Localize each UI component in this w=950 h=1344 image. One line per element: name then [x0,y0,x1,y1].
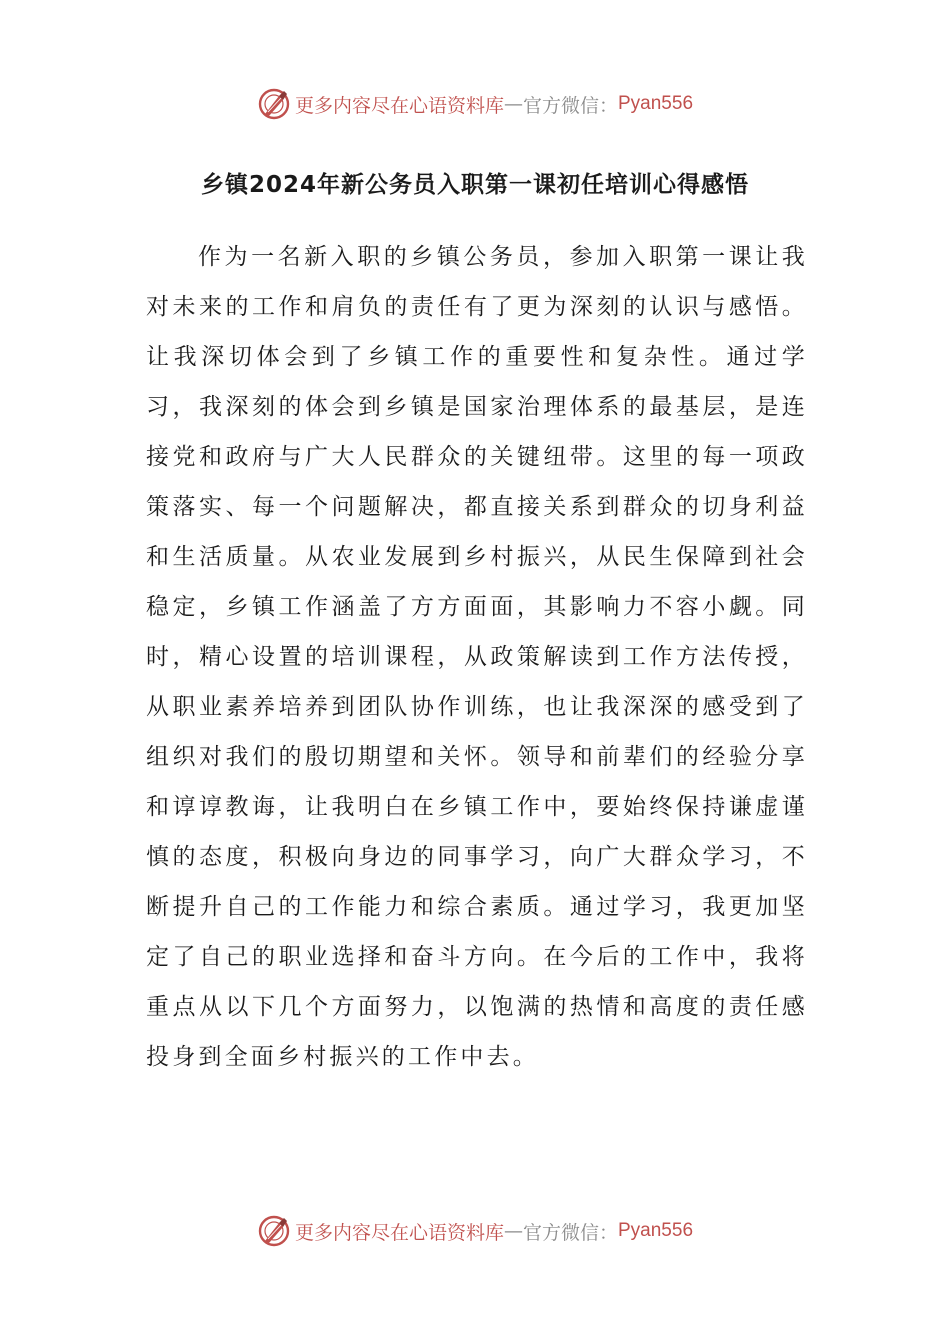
watermark-official-text: 官方微信： [522,1221,618,1244]
watermark-dash: — [503,1220,523,1242]
header-watermark [0,84,950,124]
footer-watermark [0,1211,950,1251]
document-paragraph: 作为一名新入职的乡镇公务员，参加入职第一课让我对未来的工作和肩负的责任有了更为深刻的认识与感悟。让我深切体会到了乡镇工作的重要性和复杂性。通过学习，我深刻的体会到乡镇是国家治理体系的最基层，是连接党和政府与广大人民群众的关键纽带。这里的每一项政策落实、每一个问题解决，都直接关系到群众的切身利益和生活质量。从农业发展到乡村振兴，从民生保障到社会稳定，乡镇工作涵盖了方方面面，其影响力不容小觑。同时，精心设置的培训课程，从政策解读到工作方法传授，从职业素养培养到团队协作训练，也让我深深的感受到了组织对我们的殷切期望和关怀。领导和前辈们的经验分享和谆谆教诲，让我明白在乡镇工作中，要始终保持谦虚谨慎的态度，积极向身边的同事学习，向广大群众学习，不断提升自己的工作能力和综合素质。通过学习，我更加坚定了自己的职业选择和奋斗方向。在今后的工作中，我将重点从以下几个方面努力，以饱满的热情和高度的责任感投身到全面乡村振兴的工作中去。 [146,244,808,1070]
watermark-wechat-id: Pyan556 [618,93,694,114]
watermark-brand-text: 更多内容尽在心语资料库 [294,1221,504,1244]
pen-nib-circle-icon [257,1214,291,1248]
document-title: 乡镇2024年新公务员入职第一课初任培训心得感悟 [200,172,749,199]
watermark-dash: — [503,93,523,115]
watermark-brand-text: 更多内容尽在心语资料库 [294,94,504,117]
watermark-official-text: 官方微信： [522,94,618,117]
watermark-wechat-id: Pyan556 [618,1220,694,1241]
pen-nib-circle-icon [257,87,291,121]
